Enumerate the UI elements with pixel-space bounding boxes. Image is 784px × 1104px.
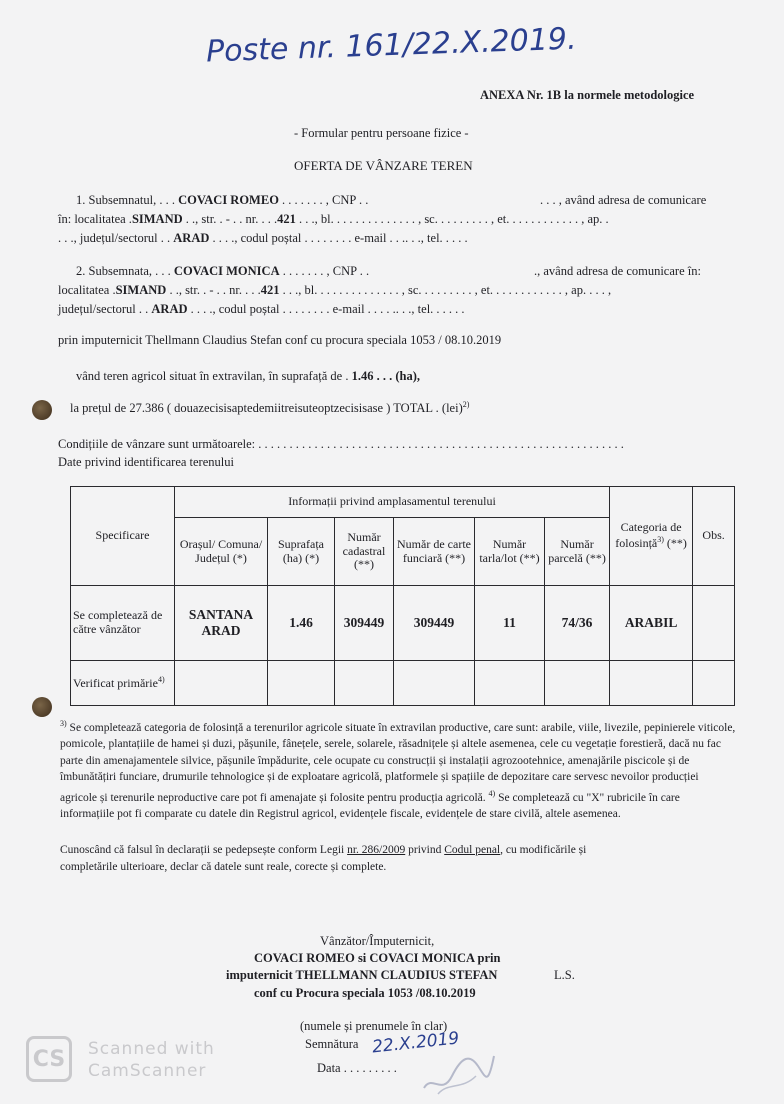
cell-locality: SANTANA ARAD (175, 586, 268, 660)
name-hint: (numele și prenumele în clar) (300, 1019, 448, 1033)
cell-area: 1.46 (268, 586, 335, 660)
row-label-seller: Se completează de către vânzător (71, 586, 175, 660)
date-label: Data . . . . . . . . . (317, 1061, 397, 1075)
sale-area-line: vând teren agricol situat în extravilan, în suprafață de . 1.46 . . . (ha), (76, 369, 420, 383)
table-row-verified (71, 660, 735, 705)
cell-parcel: 74/36 (545, 586, 610, 660)
camscanner-watermark: Scanned with CamScanner (88, 1039, 215, 1081)
seller1-line1-end: . . . , având adresa de comunicare (540, 193, 707, 207)
punch-hole-bottom (32, 697, 52, 717)
footnotes: $^{3)}$ Se completează categoria de folosință a terenurilor agricole situate în extravilan productive, care sunt: arabile, viile, livezile, pepinierele viticole, pomicole, plantațiile de hamei și duzi, pășunile, fânețele, serele, solarele, răsadnițele și altele asemenea, cele cu vegetație forestieră, dacă nu fac parte din amenajamentele silvice, pășunile împădurite, cele ocupate cu construcții și instalații agrozootehnice, amenajările piscicole și de îmbunătățiri funciare, drumurile tehnologice și de exploatare agricolă, platformele și spațiile de depozitare care servesc nevoilor producției agricole și terenurile neproductive care pot fi amenajate și folosite pentru producția agricolă. $^{4)}$ Se completează cu "X" rubricile în care informațiile pot fi comparate cu datele din Registrul agricol, evidențele fiscale, evidențele de stare civilă, altele asemenea. (60, 719, 736, 821)
camscanner-logo-icon: CS (26, 1036, 72, 1082)
cell-empty (175, 660, 268, 705)
form-type: - Formular pentru persoane fizice - (294, 126, 469, 140)
seller2-line1-end: ., având adresa de comunicare în: (534, 264, 701, 278)
header-specificare: Specificare (71, 487, 175, 586)
cell-landbook: 309449 (394, 586, 475, 660)
header-area: Suprafața (ha) (*) (268, 517, 335, 585)
header-parcel: Număr parcelă (**) (545, 517, 610, 585)
signer-line2: imputernicit THELLMANN CLAUDIUS STEFAN (226, 968, 498, 982)
proxy-line: prin imputernicit Thellmann Claudius Stefan conf cu procura speciala 1053 / 08.10.2019 (58, 333, 502, 347)
seller1-line1: 1. Subsemnatul, . . . COVACI ROMEO . . . . . . . , CNP . . (76, 193, 369, 207)
seller2-line1: 2. Subsemnata, . . . COVACI MONICA . . . . . . . , CNP . . (76, 264, 370, 278)
signer-line1: COVACI ROMEO si COVACI MONICA prin (254, 951, 501, 965)
land-identification-table (70, 486, 735, 706)
signer-line3: conf cu Procura speciala 1053 /08.10.2019 (254, 986, 476, 1000)
seller-role: Vânzător/Împuternicit, (320, 934, 435, 948)
cell-empty (610, 660, 693, 705)
cell-category: ARABIL (610, 586, 693, 660)
handwritten-signature-date: 22.X.2019 (371, 1028, 461, 1058)
annex-label: ANEXA Nr. 1B la normele metodologice (480, 88, 695, 102)
seller2-line3: județul/sectorul . . ARAD . . . ., codul poștal . . . . . . . . e-mail . . . . .. . ., tel. . . . . . (58, 302, 465, 316)
header-category: Categoria de folosință$^{3)}$ (**) (610, 487, 693, 586)
header-plot: Număr tarla/lot (**) (475, 517, 545, 585)
cell-empty (268, 660, 335, 705)
seller1-line3: . . ., județul/sectorul . . ARAD . . . ., codul poștal . . . . . . . . e-mail . . .. . ., tel. . . . . (58, 231, 468, 245)
cell-obs (693, 586, 735, 660)
header-locality: Orașul/ Comuna/ Județul (*) (175, 517, 268, 585)
cell-plot: 11 (475, 586, 545, 660)
cell-empty (693, 660, 735, 705)
header-cadastral: Număr cadastral (**) (335, 517, 394, 585)
header-obs: Obs. (693, 487, 735, 586)
document-title: OFERTA DE VÂNZARE TEREN (294, 158, 473, 173)
conditions-line: Condițiile de vânzare sunt următoarele: . . . . . . . . . . . . . . . . . . . . . . . . . . . . . . . . . . . . . . . . . . . . . . . . . . . . . . . . . . . (58, 437, 624, 451)
ls-mark: L.S. (554, 968, 575, 982)
cell-empty (475, 660, 545, 705)
seller2-line2: localitatea .SIMAND . ., str. . - . . nr. . . .421 . . ., bl. . . . . . . . . . . . . . , sc. . . . . . . . . , et. . . . . . . . . . . . , ap. . . . , (58, 283, 612, 297)
header-location-group: Informații privind amplasamentul terenului (175, 487, 610, 518)
declaration: Cunoscând că falsul în declarații se pedepsește conform Legii nr. 286/2009 privind Codul penal, cu modificările și completările ulterioare, declar că datele sunt reale, corecte și complete. (60, 844, 587, 873)
header-landbook: Număr de carte funciară (**) (394, 517, 475, 585)
seller1-line2: în: localitatea .SIMAND . ., str. . - . . nr. . . .421 . . ., bl. . . . . . . . . . . . . . , sc. . . . . . . . . , et. . . . . . . . . . . . , ap. . (58, 212, 609, 226)
punch-hole-top (32, 400, 52, 420)
cell-empty (335, 660, 394, 705)
sale-price-line: la prețul de 27.386 ( douazecisisaptedemiitreisuteoptzecisisase ) TOTAL . (lei)$^{2)}$ (70, 400, 470, 416)
handwritten-signature (418, 1036, 498, 1098)
identification-heading: Date privind identificarea terenului (58, 455, 234, 469)
row-label-verified: Verificat primărie$^{4)}$ (71, 660, 175, 705)
cell-empty (545, 660, 610, 705)
signature-label: Semnătura (305, 1037, 359, 1051)
handwritten-registration-note: Poste nr. 161/22.X.2019. (205, 21, 578, 70)
cell-cadastral: 309449 (335, 586, 394, 660)
cell-empty (394, 660, 475, 705)
table-row-seller (71, 586, 735, 660)
